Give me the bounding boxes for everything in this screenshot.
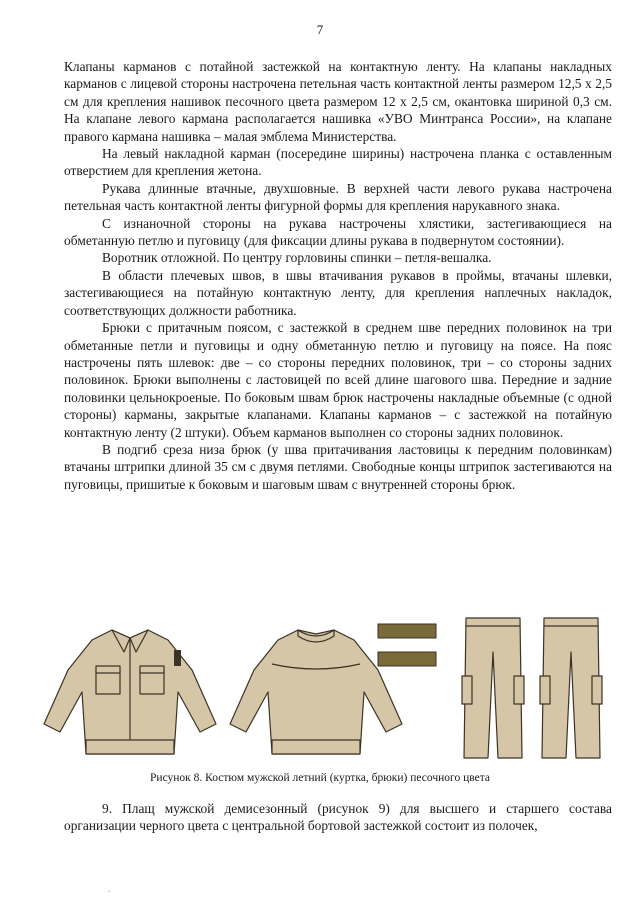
paragraph: Клапаны карманов с потайной застежкой на контактную ленту. На клапаны накладных карманов с лицевой стороны настрочена петельная часть контактной ленты размером 12,5 х 2,5 см для крепления нашивок песочного цвета размером 12 х 2,5 см, окантовка шириной 0,3 см. На клапане левого кармана располагается нашивка «УВО Минтранса России», на клапане правого кармана нашивка – малая эмблема Министерства.: [64, 59, 612, 144]
trousers-back-illustration: [536, 612, 606, 762]
bottom-text: [64, 800, 612, 835]
paragraph: Брюки с притачным поясом, с застежкой в среднем шве передних половинок на три обметанные петли и пуговицы и одну обметанную петлю и пуговицу на поясе. На пояс настрочены пять шлевок: две – со стороны передних половинок, три – со стороны задних половинок. Брюки выполнены с ластовицей по всей длине шагового шва. Передние и задние половинки цельнокроеные. По боковым швам брюк настрочены накладные объемные (с одной стороны) карманы, закрытые клапанами. Клапаны карманов – с застежкой на потайную контактную ленту (2 штуки). Объем карманов выполнен со стороны задних половинок.: [64, 320, 612, 440]
figure-caption: Рисунок 8. Костюм мужской летний (куртка, брюки) песочного цвета: [150, 772, 490, 784]
patches-illustration: [374, 622, 440, 670]
paragraph: С изнаночной стороны на рукава настрочены хлястики, застегивающиеся на обметанную петлю и пуговицу (для фиксации длины рукава в подвернутом состоянии).: [64, 215, 612, 249]
paragraph: Воротник отложной. По центру горловины спинки – петля-вешалка.: [102, 250, 492, 266]
paragraph: В области плечевых швов, в швы втачивания рукавов в проймы, втачаны шлевки, застегивающиеся на потайную контактную ленту, для крепления наплечных накладок, соответствующих должности работника.: [64, 267, 612, 318]
jacket-front-illustration: [40, 612, 220, 762]
page-number: 7: [316, 22, 324, 37]
body-text: [64, 58, 612, 493]
trousers-front-illustration: [458, 612, 528, 762]
paragraph: Рукава длинные втачные, двухшовные. В верхней части левого рукава настрочена петельная часть контактной ленты фигурной формы для крепления нарукавного знака.: [64, 180, 612, 214]
paragraph: На левый накладной карман (посередине ширины) настрочена планка с оставленным отверстием для крепления жетона.: [64, 146, 612, 179]
figure-8: [40, 612, 612, 762]
footer-mark: .: [108, 884, 111, 895]
paragraph: 9. Плащ мужской демисезонный (рисунок 9) для высшего и старшего состава организации черного цвета с центральной бортовой застежкой состоит из полочек,: [64, 801, 612, 834]
paragraph: В подгиб среза низа брюк (у шва притачивания ластовицы к передним половинкам) втачаны штрипки длиной 35 см с двумя петлями. Свободные концы штрипок застегиваются на пуговицы, пришитые к боковым и шаговым швам с внутренней стороны брюк.: [64, 441, 612, 492]
